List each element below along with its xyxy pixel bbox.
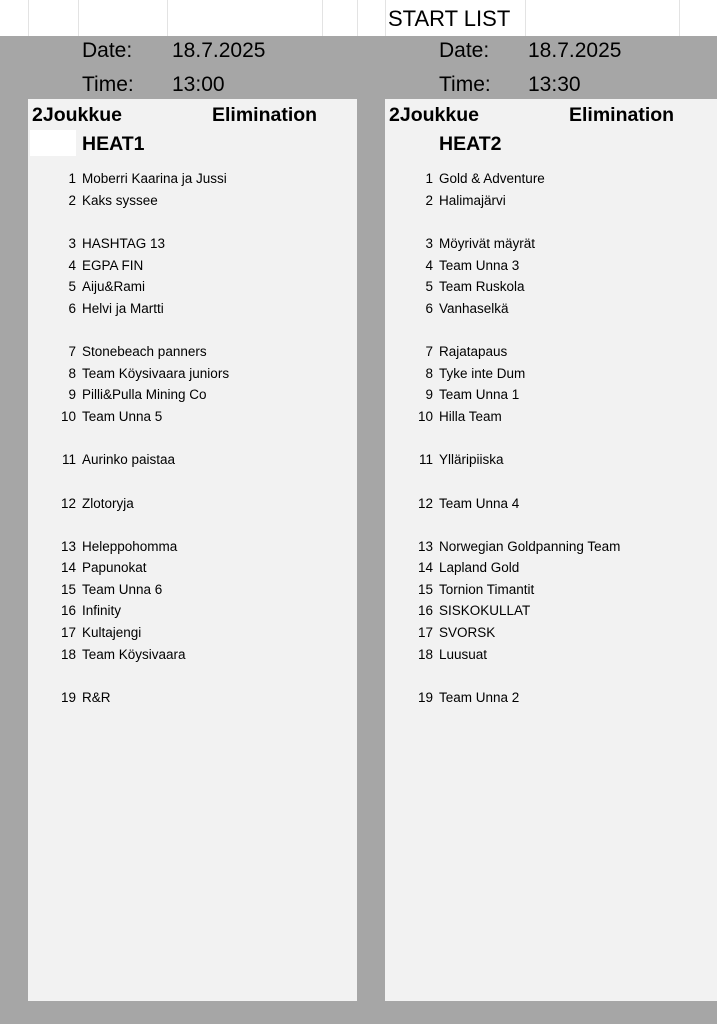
time-label-right: Time: xyxy=(439,73,491,96)
date-value-right: 18.7.2025 xyxy=(528,39,622,62)
team-name: Papunokat xyxy=(82,560,147,575)
entry-number: 5 xyxy=(425,279,433,294)
team-name: Möyrivät mäyrät xyxy=(439,236,536,251)
entry-number: 6 xyxy=(68,301,76,316)
team-name: Stonebeach panners xyxy=(82,344,207,359)
entry-number: 9 xyxy=(68,387,76,402)
entry-number: 16 xyxy=(417,603,433,618)
team-name: Vanhaselkä xyxy=(439,301,509,316)
entry-number: 10 xyxy=(417,409,433,424)
team-name: Team Unna 5 xyxy=(82,409,163,424)
team-name: Ylläripiiska xyxy=(439,452,504,467)
heat-title: HEAT1 xyxy=(82,133,145,155)
entry-number: 1 xyxy=(425,171,433,186)
entry-number: 3 xyxy=(68,236,76,251)
heat2-panel xyxy=(385,99,717,1001)
entry-number: 7 xyxy=(68,344,76,359)
entry-number: 18 xyxy=(417,647,433,662)
entry-number: 11 xyxy=(61,452,76,467)
entry-number: 5 xyxy=(68,279,76,294)
entry-number: 17 xyxy=(417,625,433,640)
team-name: Team Ruskola xyxy=(439,279,525,294)
date-label-left: Date: xyxy=(82,39,133,62)
entry-number: 13 xyxy=(60,539,76,554)
team-name: Norwegian Goldpanning Team xyxy=(439,539,621,554)
team-name: R&R xyxy=(82,690,111,705)
team-name: Tyke inte Dum xyxy=(439,366,526,381)
team-name: Moberri Kaarina ja Jussi xyxy=(82,171,227,186)
entry-number: 8 xyxy=(68,366,76,381)
team-name: Team Unna 3 xyxy=(439,258,520,273)
entry-number: 7 xyxy=(425,344,433,359)
team-name: Helvi ja Martti xyxy=(82,301,164,316)
time-value-right: 13:30 xyxy=(528,73,581,96)
entry-number: 9 xyxy=(425,387,433,402)
team-name: Luusuat xyxy=(439,647,488,662)
team-name: Gold & Adventure xyxy=(439,171,545,186)
team-name: EGPA FIN xyxy=(82,258,144,273)
grid-cell xyxy=(168,0,323,36)
entry-number: 17 xyxy=(60,625,76,640)
team-name: Kultajengi xyxy=(82,625,142,640)
entry-number: 4 xyxy=(425,258,433,273)
entry-number: 14 xyxy=(417,560,433,575)
entry-number: 19 xyxy=(417,690,433,705)
team-name: Team Unna 1 xyxy=(439,387,520,402)
time-value-left: 13:00 xyxy=(172,73,225,96)
entry-number: 3 xyxy=(425,236,433,251)
team-name: Halimajärvi xyxy=(439,193,506,208)
entry-number: 4 xyxy=(68,258,76,273)
team-name: HASHTAG 13 xyxy=(82,236,166,251)
entry-number: 12 xyxy=(60,496,76,511)
team-name: Team Unna 6 xyxy=(82,582,163,597)
entry-number: 10 xyxy=(60,409,76,424)
team-name: Rajatapaus xyxy=(439,344,508,359)
entry-number: 1 xyxy=(68,171,76,186)
entry-number: 2 xyxy=(425,193,433,208)
entry-number: 19 xyxy=(60,690,76,705)
grid-cell xyxy=(79,0,168,36)
entry-number: 13 xyxy=(417,539,433,554)
page-title: START LIST xyxy=(388,6,511,31)
entry-number: 18 xyxy=(60,647,76,662)
grid-cell xyxy=(525,0,680,36)
header-row xyxy=(0,0,717,36)
entry-number: 16 xyxy=(60,603,76,618)
category-label: 2Joukkue xyxy=(32,104,122,126)
entry-number: 15 xyxy=(417,582,433,597)
entry-number: 15 xyxy=(60,582,76,597)
team-name: Tornion Timantit xyxy=(439,582,535,597)
team-name: Heleppohomma xyxy=(82,539,178,554)
entry-number: 14 xyxy=(60,560,76,575)
date-label-right: Date: xyxy=(439,39,490,62)
heat1-panel xyxy=(28,99,357,1001)
team-name: Team Unna 4 xyxy=(439,496,520,511)
team-name: Hilla Team xyxy=(439,409,502,424)
team-name: Infinity xyxy=(82,603,122,618)
team-name: Team Köysivaara xyxy=(82,647,186,662)
heat-title: HEAT2 xyxy=(439,133,502,155)
team-name: Team Unna 2 xyxy=(439,690,520,705)
grid-cell xyxy=(358,0,386,36)
team-name: Pilli&Pulla Mining Co xyxy=(82,387,207,402)
entry-number: 2 xyxy=(68,193,76,208)
team-name: Lapland Gold xyxy=(439,560,520,575)
team-name: Kaks syssee xyxy=(82,193,158,208)
type-label: Elimination xyxy=(569,104,675,126)
team-name: Zlotoryja xyxy=(82,496,134,511)
team-name: Aiju&Rami xyxy=(82,279,146,294)
grid-cell xyxy=(0,0,29,36)
category-label: 2Joukkue xyxy=(389,104,479,126)
team-name: SISKOKULLAT xyxy=(439,603,531,618)
team-name: SVORSK xyxy=(439,625,496,640)
entry-number: 6 xyxy=(425,301,433,316)
team-name: Aurinko paistaa xyxy=(82,452,176,467)
entry-number: 12 xyxy=(417,496,433,511)
time-label-left: Time: xyxy=(82,73,134,96)
blank-cell xyxy=(30,130,76,156)
grid-cell xyxy=(323,0,358,36)
grid-cell xyxy=(29,0,79,36)
date-value-left: 18.7.2025 xyxy=(172,39,266,62)
type-label: Elimination xyxy=(212,104,318,126)
entry-number: 11 xyxy=(418,452,433,467)
entry-number: 8 xyxy=(425,366,433,381)
team-name: Team Köysivaara juniors xyxy=(82,366,230,381)
